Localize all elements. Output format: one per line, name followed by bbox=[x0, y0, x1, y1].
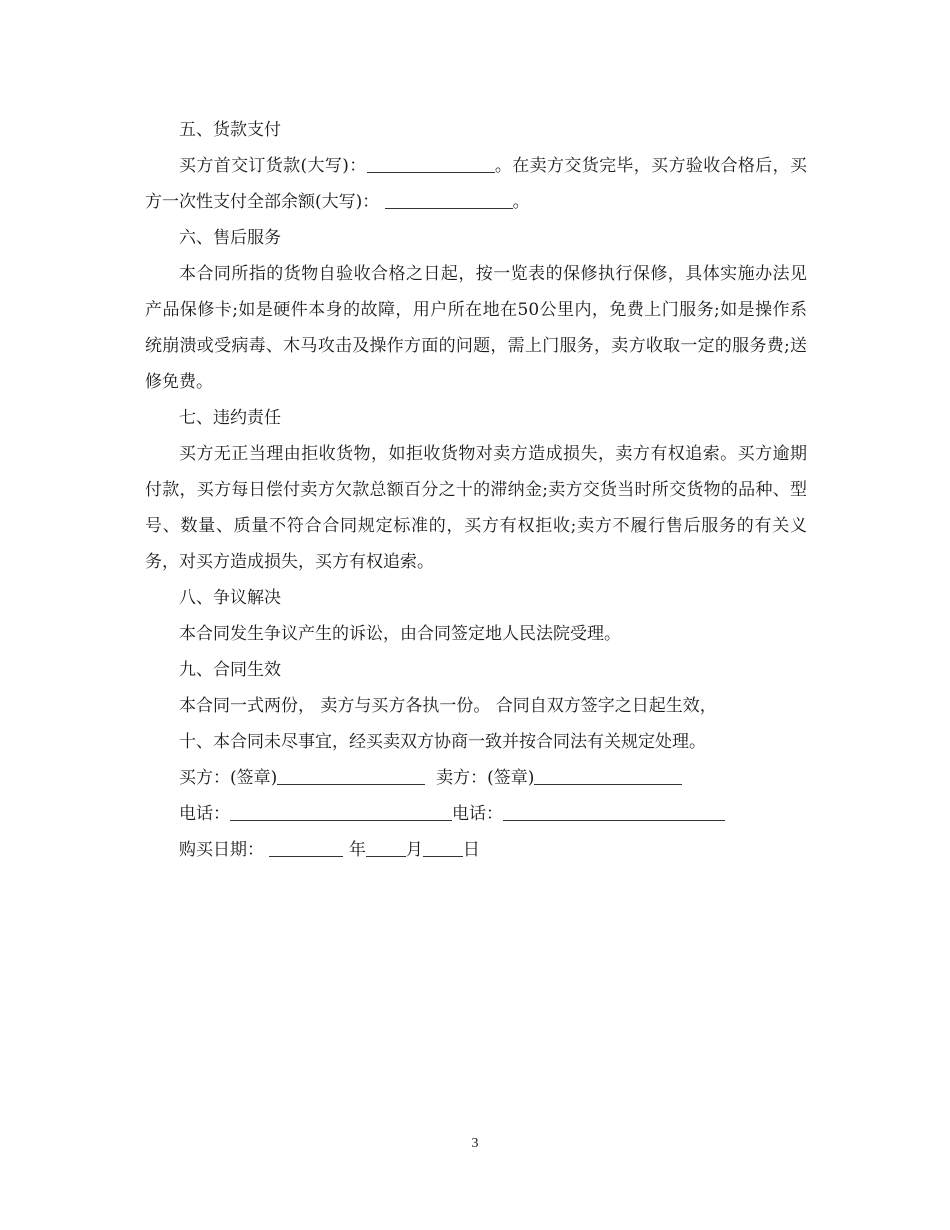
signature-line bbox=[145, 760, 807, 796]
section-10-text: 十、本合同未尽事宜，经买卖双方协商一致并按合同法有关规定处理。 bbox=[179, 732, 706, 752]
buyer-phone-label: 电话： bbox=[179, 804, 230, 824]
section-7-heading: 七、违约责任 bbox=[179, 408, 281, 428]
seller-phone-blank bbox=[503, 800, 725, 821]
section-8-text: 本合同发生争议产生的诉讼，由合同签定地人民法院受理。 bbox=[179, 624, 621, 644]
section-7-text: 买方无正当理由拒收货物，如拒收货物对卖方造成损失，卖方有权追索。买方逾期付款，买方每日偿付卖方欠款总额百分之十的滞纳金;卖方交货当时所交货物的品种、型号、数量、质量不符合合同规定标准的，买方有权拒收;卖方不履行售后服务的有关义务，对买方造成损失，买方有权追索。 bbox=[145, 444, 807, 572]
year-blank bbox=[269, 836, 343, 857]
section-5-heading: 五、货款支付 bbox=[179, 120, 281, 140]
phone-line bbox=[145, 796, 807, 832]
balance-payment-blank bbox=[385, 188, 513, 209]
buyer-phone-blank bbox=[230, 800, 452, 821]
first-payment-blank bbox=[367, 152, 495, 173]
day-blank bbox=[423, 836, 463, 857]
page-number: 3 bbox=[471, 1136, 479, 1151]
section-5-text-c: 。 bbox=[512, 192, 530, 212]
seller-phone-label: 电话： bbox=[452, 804, 503, 824]
seller-signature-blank bbox=[534, 764, 682, 785]
contract-body bbox=[145, 112, 807, 868]
buyer-signature-blank bbox=[277, 764, 425, 785]
month-label: 月 bbox=[405, 840, 423, 860]
section-9-heading: 九、合同生效 bbox=[179, 660, 281, 680]
section-8-heading: 八、争议解决 bbox=[179, 588, 281, 608]
day-label: 日 bbox=[462, 840, 480, 860]
section-5-text bbox=[145, 148, 807, 220]
section-9-text: 本合同一式两份， 卖方与买方各执一份。 合同自双方签字之日起生效， bbox=[179, 696, 717, 716]
section-5-text-b: 。在卖方交货完毕，买方验收合格后，买方一次性支付全部余额(大写)： bbox=[145, 156, 808, 212]
section-5-text-a: 买方首交订货款(大写)： bbox=[179, 156, 367, 176]
month-blank bbox=[366, 836, 406, 857]
section-6-heading: 六、售后服务 bbox=[179, 228, 281, 248]
date-label: 购买日期： bbox=[179, 840, 264, 860]
section-6-text: 本合同所指的货物自验收合格之日起，按一览表的保修执行保修，具体实施办法见产品保修卡;如是硬件本身的故障，用户所在地在50公里内，免费上门服务;如是操作系统崩溃或受病毒、木马攻击及操作方面的问题，需上门服务，卖方收取一定的服务费;送修免费。 bbox=[145, 264, 807, 392]
seller-label: 卖方：(签章) bbox=[436, 768, 535, 788]
year-label: 年 bbox=[348, 840, 366, 860]
date-line bbox=[145, 832, 807, 868]
buyer-label: 买方：(签章) bbox=[179, 768, 278, 788]
